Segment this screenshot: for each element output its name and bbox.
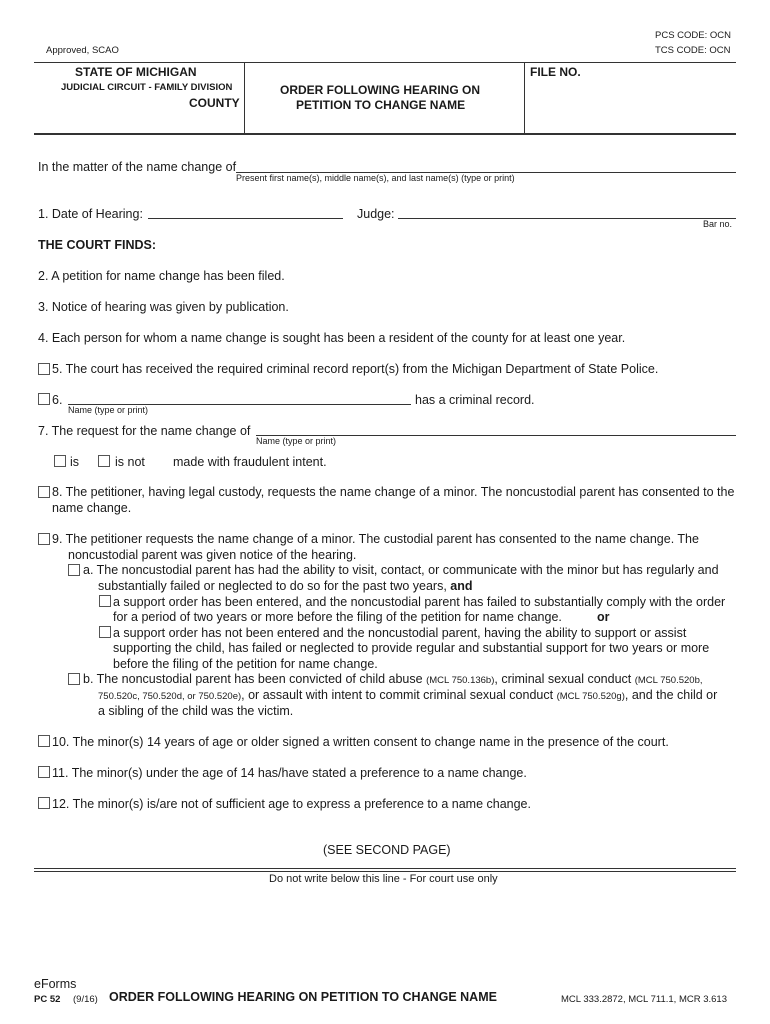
file-no-field[interactable] xyxy=(527,80,732,128)
item-7-isnot-checkbox[interactable] xyxy=(98,455,110,467)
item-9b-line-1: b. The noncustodial parent has been convicted of child abuse (MCL 750.136b), criminal sexual conduct (MCL 750.520b, xyxy=(83,672,703,686)
form-date: (9/16) xyxy=(73,994,98,1005)
court-use-label: Do not write below this line - For court use only xyxy=(269,873,498,885)
item-9a-and: and xyxy=(450,579,473,593)
item-9b-line-3: a sibling of the child was the victim. xyxy=(98,704,294,718)
judge-label: Judge: xyxy=(357,207,395,221)
item-12: 12. The minor(s) is/are not of sufficient age to express a preference to a name change. xyxy=(52,797,531,811)
form-title: ORDER FOLLOWING HEARING ON PETITION TO CHANGE NAME xyxy=(109,990,497,1004)
item-7-isnot-label: is not xyxy=(115,455,145,469)
divider-top xyxy=(34,868,736,869)
item-8-checkbox[interactable] xyxy=(38,486,50,498)
matter-label: In the matter of the name change of xyxy=(38,160,237,174)
item-10: 10. The minor(s) 14 years of age or older signed a written consent to change name in the presence of the court. xyxy=(52,735,669,749)
item-12-checkbox[interactable] xyxy=(38,797,50,809)
bar-no-label: Bar no. xyxy=(703,219,733,229)
form-citations: MCL 333.2872, MCL 711.1, MCR 3.613 xyxy=(561,994,727,1005)
item-9-line-2: noncustodial parent was given notice of the hearing. xyxy=(68,548,357,562)
item-9b-line-2: 750.520c, 750.520d, or 750.520e), or assault with intent to commit criminal sexual conduct (MCL 750.520g), and the child or xyxy=(98,688,718,702)
item-3: 3. Notice of hearing was given by publication. xyxy=(38,300,289,314)
item-10-checkbox[interactable] xyxy=(38,735,50,747)
date-of-hearing-field[interactable] xyxy=(148,218,343,219)
item-9b-checkbox[interactable] xyxy=(68,673,80,685)
county-label: COUNTY xyxy=(189,96,240,110)
item-2: 2. A petition for name change has been filed. xyxy=(38,269,285,283)
tcs-code: TCS CODE: OCN xyxy=(655,45,731,56)
item-11: 11. The minor(s) under the age of 14 has/have stated a preference to a name change. xyxy=(52,766,527,780)
item-6-number: 6. xyxy=(52,393,63,407)
item-9a1-or: or xyxy=(597,610,610,624)
date-of-hearing-label: 1. Date of Hearing: xyxy=(38,207,143,221)
see-second-page: (SEE SECOND PAGE) xyxy=(323,843,451,857)
item-5: 5. The court has received the required criminal record report(s) from the Michigan Department of State Police. xyxy=(52,362,659,376)
item-9-line-1: 9. The petitioner requests the name change of a minor. The custodial parent has consented to the name change. The xyxy=(52,532,699,546)
file-no-label: FILE NO. xyxy=(530,65,581,79)
form-id: PC 52 xyxy=(34,994,61,1005)
title-line-1: ORDER FOLLOWING HEARING ON xyxy=(280,83,480,97)
divider-bottom xyxy=(34,871,736,872)
item-9a-line-2: substantially failed or neglected to do so for the past two years, and xyxy=(98,579,473,593)
item-11-checkbox[interactable] xyxy=(38,766,50,778)
item-7-is-label: is xyxy=(70,455,80,469)
state-label: STATE OF MICHIGAN xyxy=(75,65,197,79)
item-9a2-line-3: before the filing of the petition for name change. xyxy=(113,657,378,671)
item-6-checkbox[interactable] xyxy=(38,393,50,405)
item-9a1-checkbox[interactable] xyxy=(99,595,111,607)
item-9a2-checkbox[interactable] xyxy=(99,626,111,638)
item-9a-line-1: a. The noncustodial parent has had the ability to visit, contact, or communicate with the minor but has regularly and xyxy=(83,563,719,577)
item-7: 7. The request for the name change of xyxy=(38,424,251,438)
item-9a1-line-2: for a period of two years or more before the filing of the petition for name change. xyxy=(113,610,562,624)
judge-field[interactable] xyxy=(398,218,736,219)
item-9a1-line-1: a support order has been entered, and the noncustodial parent has failed to substantially comply with the order xyxy=(113,595,726,609)
item-4: 4. Each person for whom a name change is sought has been a resident of the county for at least one year. xyxy=(38,331,626,345)
item-9a2-line-1: a support order has not been entered and the noncustodial parent, having the ability to support or assist xyxy=(113,626,687,640)
item-9a-checkbox[interactable] xyxy=(68,564,80,576)
item-6-suffix: has a criminal record. xyxy=(415,393,535,407)
eforms-label: eForms xyxy=(34,977,77,991)
item-5-checkbox[interactable] xyxy=(38,363,50,375)
item-7-sublabel: Name (type or print) xyxy=(256,436,337,446)
item-8: 8. The petitioner, having legal custody, requests the name change of a minor. The noncustodial parent has consented to the name change. xyxy=(52,485,735,515)
title-line-2: PETITION TO CHANGE NAME xyxy=(296,98,466,112)
matter-sublabel: Present first name(s), middle name(s), and last name(s) (type or print) xyxy=(236,173,515,183)
pcs-code: PCS CODE: OCN xyxy=(655,30,732,41)
item-7-is-checkbox[interactable] xyxy=(54,455,66,467)
circuit-label: JUDICIAL CIRCUIT - FAMILY DIVISION xyxy=(61,82,233,93)
item-7-tail: made with fraudulent intent. xyxy=(173,455,327,469)
item-6-sublabel: Name (type or print) xyxy=(68,405,149,415)
item-9a2-line-2: supporting the child, has failed or neglected to provide regular and substantial support for two years or more xyxy=(113,641,710,655)
approved-label: Approved, SCAO xyxy=(46,45,119,56)
item-9-checkbox[interactable] xyxy=(38,533,50,545)
court-finds-heading: THE COURT FINDS: xyxy=(38,238,157,252)
